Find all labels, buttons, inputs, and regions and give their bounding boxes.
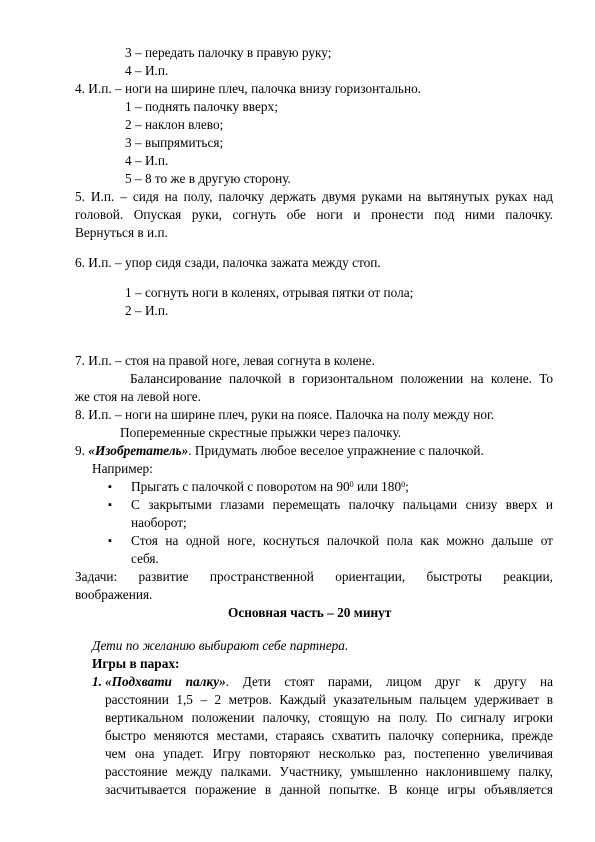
ex3-step3: 3 – передать палочку в правую руку;: [125, 45, 332, 60]
game1-number: 1.: [92, 674, 102, 689]
ex5-line2: головой. Опуская руки, согнуть обе ноги и пронести под ними палочку.: [75, 207, 553, 222]
ex6-heading: 6. И.п. – упор сидя сзади, палочка зажата между стоп.: [75, 255, 381, 270]
ex9-bullet1: Прыгать с палочкой с поворотом на $90^0$ или $180^0$;: [131, 479, 409, 494]
ex4-step4: 4 – И.п.: [125, 153, 169, 168]
ex7-heading: 7. И.п. – стоя на правой ноге, левая согнута в колене.: [75, 353, 375, 368]
ex5-line1: 5. И.п. – сидя на полу, палочку держать двумя руками на вытянутых руках над: [75, 189, 553, 204]
ex3-step4: 4 – И.п.: [125, 63, 169, 78]
game1-line1: «Подхвати палку». Дети стоят парами, лицом друг к другу на: [105, 674, 553, 689]
ex4-step2: 2 – наклон влево;: [125, 117, 224, 132]
choose-partner-text: Дети по желанию выбирают себе партнера.: [92, 638, 349, 653]
ex4-step1: 1 – поднять палочку вверх;: [125, 99, 278, 114]
ex4-heading: 4. И.п. – ноги на ширине плеч, палочка внизу горизонтально.: [75, 81, 422, 96]
ex7-line2: Балансирование палочкой в горизонтальном положении на колене. То: [130, 371, 553, 386]
game1-line7: засчитывается поражение в данной попытке. В конце игры объявляется: [105, 782, 553, 797]
ex9-bullet3-line1: Стоя на одной ноге, коснуться палочкой пола как можно дальше от: [131, 533, 553, 548]
ex9-bullet3-line2: себя.: [131, 551, 159, 566]
pair-games-heading: Игры в парах:: [92, 656, 180, 671]
game1-line4: быстро меняются местами, стараясь схватить палочку соперника, прежде: [105, 728, 553, 743]
ex7-line3: же стоя на левой ноге.: [75, 389, 202, 404]
ex9-description: . Придумать любое веселое упражнение с палочкой.: [188, 443, 484, 458]
game1-line5: чем она упадет. Игру повторяют несколько раз, постепенно увеличивая: [105, 746, 553, 761]
ex9-bullet2-line1: С закрытыми глазами перемещать палочку пальцами снизу вверх и: [131, 497, 553, 512]
ex9-example-label: Например:: [92, 461, 153, 476]
tasks-line1: Задачи: развитие пространственной ориентации, быстроты реакции,: [75, 569, 553, 584]
ex9-number: 9.: [75, 443, 89, 458]
ex9-bullet2-line2: наоборот;: [131, 515, 187, 530]
ex9-title: «Изобретатель»: [88, 443, 189, 458]
bullet-marker: ▪: [108, 535, 112, 547]
main-part-heading: Основная часть – 20 минут: [228, 605, 392, 620]
ex8-line2: Попеременные скрестные прыжки через палочку.: [120, 425, 402, 440]
ex6-step2: 2 – И.п.: [125, 303, 169, 318]
game1-title: «Подхвати палку»: [105, 674, 226, 689]
bullet-marker: ▪: [108, 481, 112, 493]
game1-line6: расстояние между палками. Участнику, умышленно наклонившему палку,: [105, 764, 553, 779]
bullet-marker: ▪: [108, 499, 112, 511]
ex5-line3: Вернуться в и.п.: [75, 225, 168, 240]
game1-line3: вертикальном положении палочку, стоящую на полу. По сигналу игроки: [105, 710, 553, 725]
ex9-heading: [75, 442, 484, 460]
game1-line2: расстоянии 1,5 – 2 метров. Каждый указательным пальцем удерживает в: [105, 692, 553, 707]
ex8-heading: 8. И.п. – ноги на ширине плеч, руки на поясе. Палочка на полу между ног.: [75, 407, 495, 422]
ex4-step5: 5 – 8 то же в другую сторону.: [125, 171, 291, 186]
tasks-line2: воображения.: [75, 587, 153, 602]
ex4-step3: 3 – выпрямиться;: [125, 135, 224, 150]
ex6-step1: 1 – согнуть ноги в коленях, отрывая пятки от пола;: [125, 285, 414, 300]
